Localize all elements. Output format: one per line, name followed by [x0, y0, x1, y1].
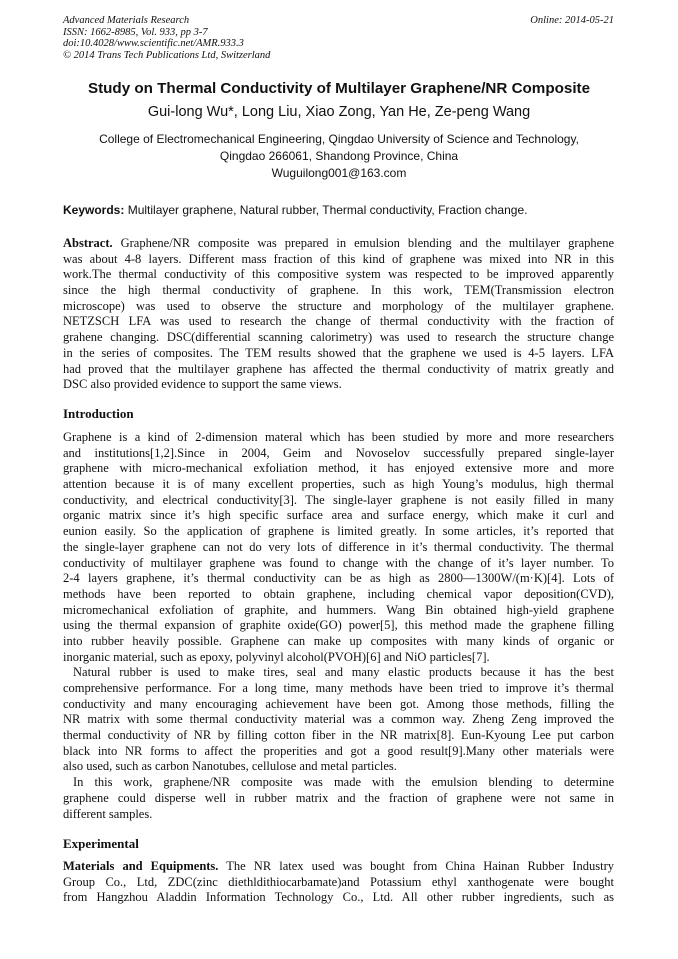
experimental-heading: Experimental [63, 836, 139, 851]
materials-label: Materials and Equipments. [63, 859, 219, 873]
issn-line: ISSN: 1662-8985, Vol. 933, pp 3-7 [63, 26, 208, 38]
journal-header [63, 15, 270, 61]
keywords [63, 203, 616, 217]
intro-line: graphene could disperse well in rubber matrix and the fraction of graphene were not same in [63, 790, 614, 805]
author-list: Gui-long Wu*, Long Liu, Xiao Zong, Yan He, Ze-peng Wang [147, 104, 531, 120]
abstract-line: DSC also provided evidence to support the same views. [63, 377, 342, 392]
intro-line: conductivity and many encouraging achievement have been got. Among those methods, filling the [63, 696, 614, 711]
experimental-line: Group Co., Ltd, ZDC(zinc diethldithiocarbamate)and Potassium ethyl xanthogenate were bought [63, 874, 614, 889]
abstract-line: NETZSCH LFA was used to research the change of thermal conductivity with the fraction of [63, 314, 614, 329]
experimental-line: Materials and Equipments. The NR latex used was bought from China Hainan Rubber Industry [63, 859, 614, 873]
copyright-line: © 2014 Trans Tech Publications Ltd, Switzerland [63, 49, 271, 61]
abstract-line: since the high thermal conductivity of graphene. In this work, TEM(Transmission electron [63, 283, 614, 298]
journal-name: Advanced Materials Research [63, 15, 190, 26]
abstract-line: work.The thermal conductivity of this compositive system was respected to be improved apparently [63, 267, 614, 282]
experimental-line: from Hangzhou Aladdin Information Technology Co., Ltd. All other rubber ingredients, such as [63, 890, 614, 905]
keywords-label: Keywords: [63, 203, 125, 217]
intro-line: into rubber heavily possible. Graphene can make up composites with many kinds of organic or [63, 633, 614, 648]
intro-line: conductivity, and electrical conductivity[3]. The single-layer graphene is not easily filled in many [63, 492, 614, 507]
experimental-body [63, 859, 614, 906]
abstract-line: had proved that the multilayer graphene has affected the thermal conductivity of matrix greatly and [63, 361, 614, 376]
intro-line: different samples. [63, 806, 153, 821]
intro-line: 2-4 layers graphene, it’s thermal conductivity can be as high as 2800—1300W/(m·K)[4]. Lots of [63, 571, 614, 586]
online-date: Online: 2014-05-21 [530, 15, 614, 26]
abstract-label: Abstract. [63, 236, 113, 250]
abstract-line: grahene changing. DSC(differential scanning calorimetry) was used to research the structure change [63, 330, 614, 345]
abstract-line: in the series of composites. The TEM results showed that the graphene we used is 4-5 layers. LFA [63, 345, 614, 360]
intro-line: black into NR forms to affect the properities and got a good result[9].Many other materials were [63, 743, 614, 758]
intro-line: using the thermal expansion of graphite oxide(GO) power[5], this method made the graphene filling [63, 618, 614, 633]
intro-line: also used, such as carbon Nanotubes, cellulose and metal particles. [63, 759, 397, 774]
intro-line: methods have been reported to obtain graphene, including chemical vapor deposition(CVD), [63, 586, 614, 601]
paper-title: Study on Thermal Conductivity of Multilayer Graphene/NR Composite [87, 80, 591, 97]
intro-line: In this work, graphene/NR composite was made with the emulsion blending to determine [73, 775, 614, 790]
intro-line: thermal conductivity of NR by filling cotton fiber in the NR matrix[8]. Eun-Kyoung Lee put carbon [63, 728, 614, 743]
introduction-body [63, 430, 614, 822]
intro-line: the single-layer graphene can not do very lots of difference in it’s thermal conductivity. The thermal [63, 539, 614, 554]
intro-line: graphene with micro-mechanical exfoliation method, it has enjoyed extensive more and more [63, 461, 614, 476]
author-email: Wuguilong001@163.com [271, 166, 407, 180]
introduction-heading: Introduction [63, 406, 134, 421]
abstract [63, 236, 614, 393]
intro-line: and institutions[1,2].Since in 2004, Geim and Novoselov successfully prepared single-layer [63, 445, 614, 460]
intro-line: eunion easily. So the application of graphene is limited greatly. In some articles, it’s reported that [63, 524, 614, 539]
intro-line: inorganic material, such as epoxy, polyvinyl alcohol(PVOH)[6] and NiO particles[7]. [63, 649, 490, 664]
intro-line: micromechanical exfoliation of graphite, and hummers. Wang Bin obtained high-yield graphene [63, 602, 614, 617]
affiliation-line: Qingdao 266061, Shandong Province, China [219, 148, 459, 163]
intro-line: NR matrix with some thermal conductivity material was a common way. Zheng Zeng improved the [63, 712, 614, 727]
doi-line: doi:10.4028/www.scientific.net/AMR.933.3 [63, 38, 244, 49]
affiliation [60, 131, 618, 164]
affiliation-line: College of Electromechanical Engineering, Qingdao University of Science and Technology, [99, 132, 579, 146]
abstract-line: microscope) was used to observe the structure and morphology of the multilayer graphene. [63, 298, 614, 313]
intro-line: comprehensive performance. For a long time, many methods have been tried to improve it’s thermal [63, 681, 614, 695]
intro-line: conductivity of multilayer graphene was found to change with the change of it’s layer number. To [63, 555, 614, 570]
intro-line: Graphene is a kind of 2-dimension materal which has been studied by more and more researchers [63, 430, 614, 444]
abstract-line: Abstract. Graphene/NR composite was prepared in emulsion blending and the multilayer graphene [63, 236, 614, 250]
keywords-text: Multilayer graphene, Natural rubber, Thermal conductivity, Fraction change. [124, 203, 528, 217]
abstract-line: was about 4-8 layers. Different mass fraction of this kind of graphene was mixed into NR in this [63, 251, 614, 266]
intro-line: Natural rubber is used to make tires, seal and many elastic products because it has the best [73, 665, 614, 680]
intro-line: attention because it is of many excellent properties, such as high Young’s modulus, high thermal [63, 477, 614, 492]
intro-line: organic matrix since it’s high specific surface area and surface energy, which make it curl and [63, 508, 614, 523]
